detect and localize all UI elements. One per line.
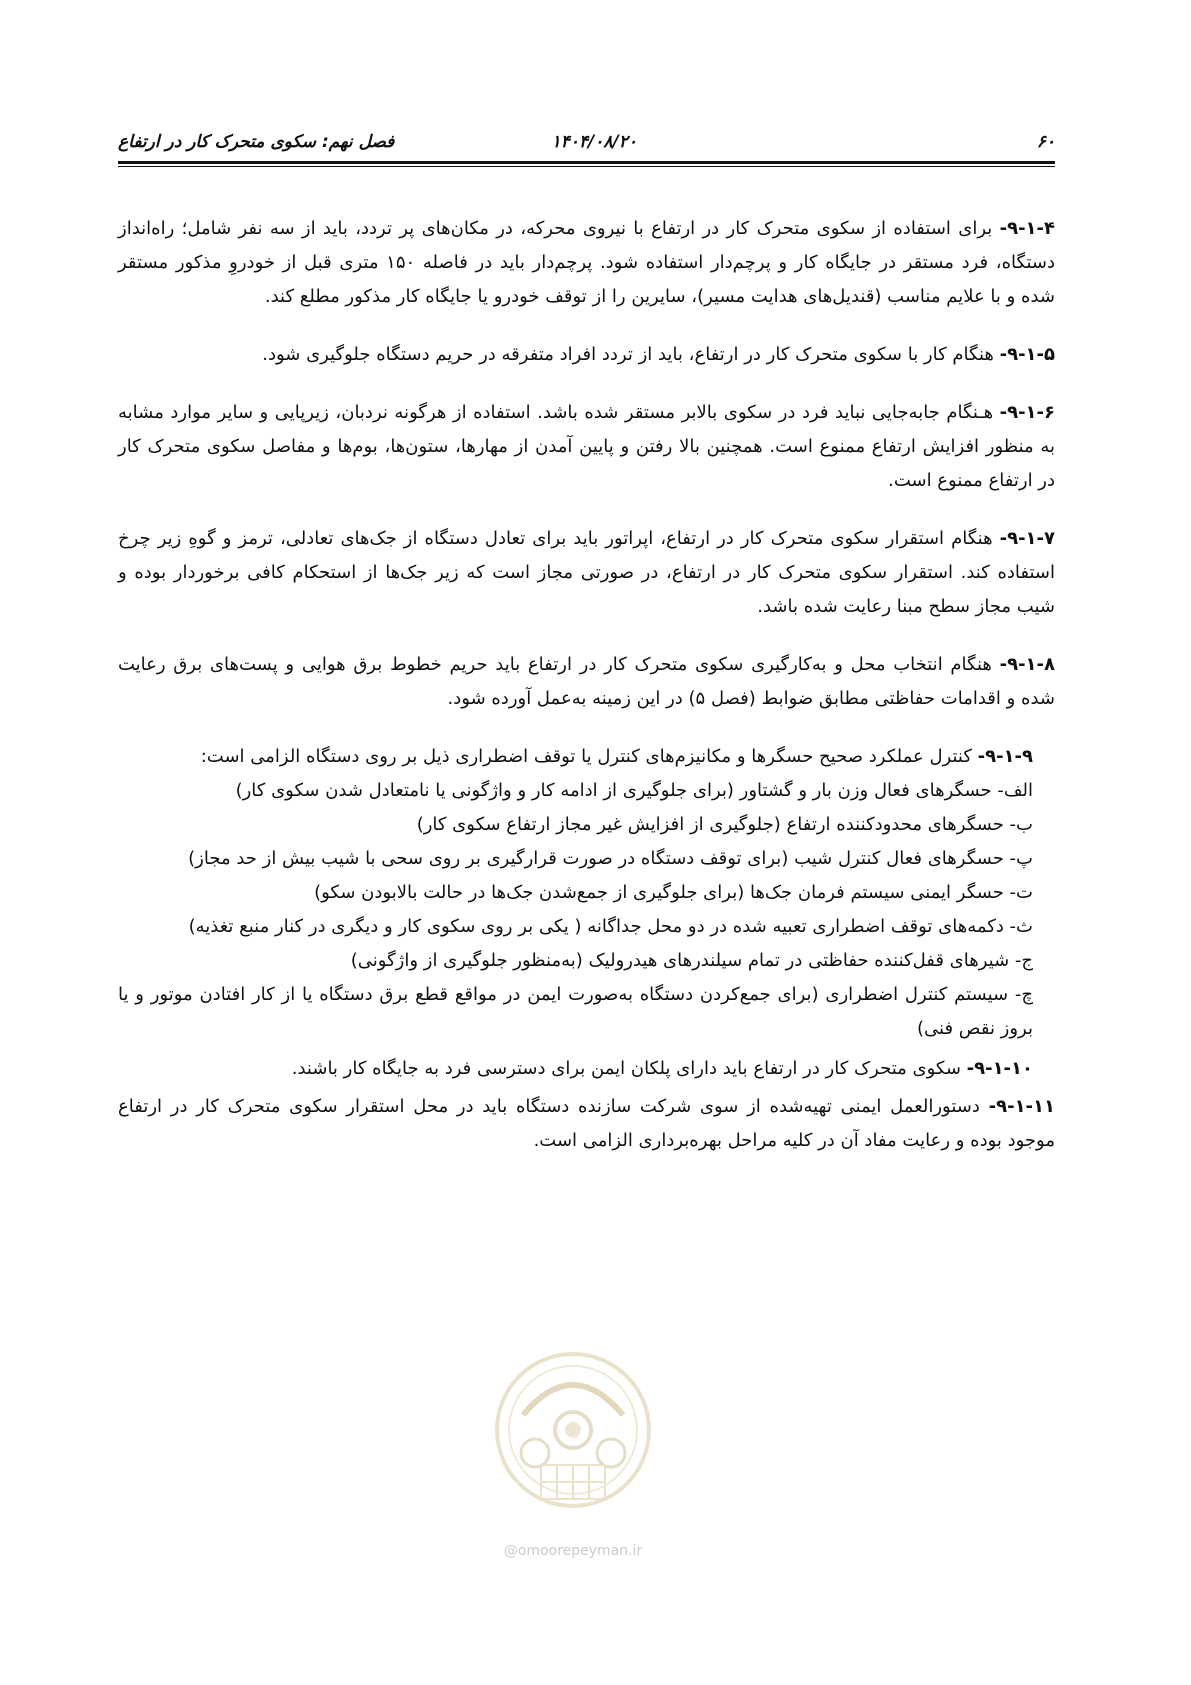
list-item: ت- حسگر ایمنی سیستم فرمان جک‌ها (برای جلوگیری از جمع‌شدن جک‌ها در حالت بالابودن سکو) (314, 882, 1033, 903)
clause-number: ۹-۱-۹- (977, 746, 1033, 767)
watermark-text: @omoorepeyman.ir (503, 1543, 643, 1559)
paragraph (118, 522, 1055, 624)
clause-text: برای استفاده از سکوی متحرک کار در ارتفاع با نیروی محرکه، در مکان‌های پر تردد، باید از سه نفر شامل؛ راه‌انداز دستگاه، فرد مستقر در جایگاه کار و پرچم‌دار استفاده شود. پرچم‌دار باید در فاصله ۱۵۰ متری قبل از خودروِ مذکور مستقر شده و با علایم مناسب (قندیل‌های هدایت مسیر)، سایرین را از توقف خودرو یا جایگاه کار مذکور مطلع کند. (118, 218, 1055, 307)
page-header (118, 128, 1055, 160)
clause-text: دستورالعمل ایمنی تهیه‌شده از سوی شرکت سازنده دستگاه باید در محل استقرار سکوی متحرک کار در ارتفاع موجود بوده و رعایت مفاد آن در کلیه مراحل بهره‌برداری الزامی است. (118, 1096, 1055, 1151)
clause-number: ۹-۱-۵- (999, 344, 1055, 365)
clause-text: هنگام استقرار سکوی متحرک کار در ارتفاع، اپراتور باید برای تعادل دستگاه از جک‌های تعادلی، ترمز و گوهِ زیر چرخ استفاده کند. استقرار سکوی متحرک کار در ارتفاع، در صورتی مجاز است که زیر جک‌ها از استحکام کافی برخوردار بوده و شیب مجاز سطح مبنا رعایت شده باشد. (118, 528, 1055, 617)
header-rule-thick (118, 161, 1055, 164)
page-body (118, 212, 1055, 1158)
requirements-list (118, 774, 1055, 1046)
paragraph (118, 1090, 1055, 1158)
paragraph (118, 1052, 1033, 1086)
header-rule-thin (118, 166, 1055, 167)
page-number: ۶۰ (1036, 132, 1055, 152)
clause-number: ۹-۱-۷- (999, 528, 1055, 549)
clause-text: هنگام کار با سکوی متحرک کار در ارتفاع، باید از تردد افراد متفرقه در حریم دستگاه جلوگیری شود. (262, 344, 1000, 365)
clause-number: ۹-۱-۴- (999, 218, 1055, 239)
watermark-logo (493, 1335, 653, 1565)
paragraph (118, 212, 1055, 314)
clause-text: سکوی متحرک کار در ارتفاع باید دارای پلکان ایمن برای دسترسی فرد به جایگاه کار باشند. (291, 1058, 967, 1079)
clause-text: کنترل عملکرد صحیح حسگرها و مکانیزم‌های کنترل یا توقف اضطراری ذیل بر روی دستگاه الزامی است: (200, 746, 978, 767)
clause-text: هـنگام جابه‌جایی نباید فرد در سکوی بالابر مستقر شده باشد. استفاده از هرگونه نردبان، زیرپایی و سایر موارد مشابه به منظور افزایش ارتفاع ممنوع است. همچنین بالا رفتن و پایین آمدن از مهارها، ستون‌ها، بوم‌ها و مفاصل سکوی متحرک کار در ارتفاع ممنوع است. (118, 402, 1055, 491)
watermark-emblem-icon (493, 1335, 653, 1535)
list-item: ج- شیرهای قفل‌کننده حفاظتی در تمام سیلندرهای هیدرولیک (به‌منظور جلوگیری از واژگونی) (350, 950, 1033, 971)
clause-number: ۹-۱-۱۱- (988, 1096, 1055, 1117)
list-item: ث- دکمه‌های توقف اضطراری تعبیه شده در دو محل جداگانه ( یکی بر روی سکوی کار و دیگری در کنار منبع تغذیه) (188, 916, 1033, 937)
list-intro (118, 740, 1033, 774)
paragraph (118, 338, 1055, 372)
chapter-title: فصل نهم: سکوی متحرک کار در ارتفاع (118, 132, 395, 152)
paragraph (118, 396, 1055, 498)
clause-number: ۹-۱-۶- (999, 402, 1055, 423)
header-date: ۱۴۰۴/۰۸/۲۰ (551, 132, 637, 152)
clause-text: هنگام انتخاب محل و به‌کارگیری سکوی متحرک کار در ارتفاع باید حریم خطوط برق هوایی و پست‌های برق رعایت شده و اقدامات حفاظتی مطابق ضوابط (فصل ۵) در این زمینه به‌عمل آورده شود. (118, 654, 1055, 709)
clause-number: ۹-۱-۱۰- (966, 1058, 1033, 1079)
list-item: پ- حسگرهای فعال کنترل شیب (برای توقف دستگاه در صورت قرارگیری بر روی سحی با شیب بیش از حد مجاز) (188, 848, 1033, 869)
list-item: چ- سیستم کنترل اضطراری (برای جمع‌کردن دستگاه به‌صورت ایمن در مواقع قطع برق دستگاه یا از کار افتادن موتور و یا بروز نقص فنی) (118, 984, 1033, 1039)
clause-number: ۹-۱-۸- (999, 654, 1055, 675)
list-item: ب- حسگرهای محدودکننده ارتفاع (جلوگیری از افزایش غیر مجاز ارتفاع سکوی کار) (416, 814, 1033, 835)
paragraph (118, 648, 1055, 716)
list-item: الف- حسگرهای فعال وزن بار و گشتاور (برای جلوگیری از ادامه کار و واژگونی یا نامتعادل شدن سکوی کار) (235, 780, 1033, 801)
